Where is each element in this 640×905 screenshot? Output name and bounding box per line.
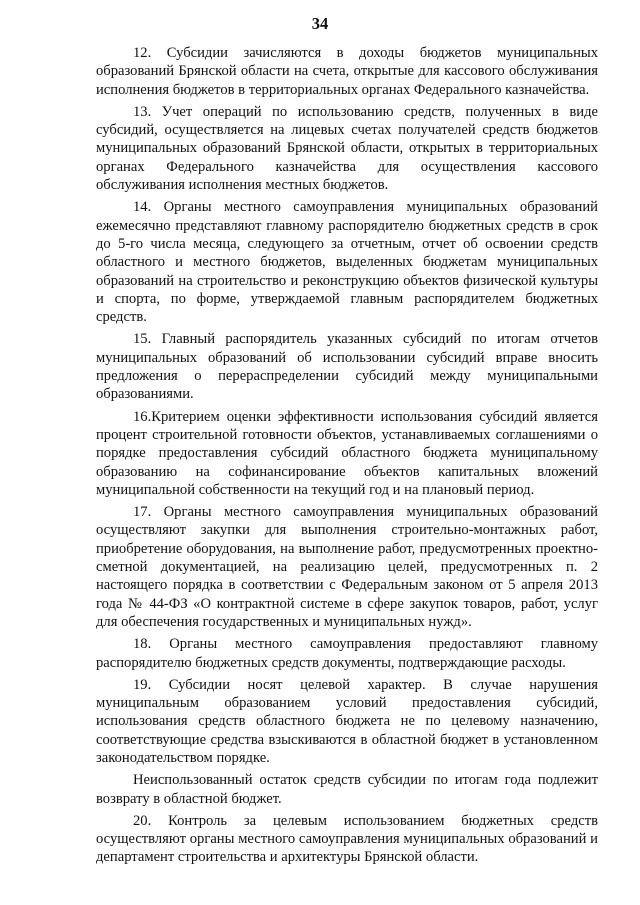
paragraph-13: 13. Учет операций по использованию средств, полученных в виде субсидий, осуществляется на лицевых счетах получателей средств бюджетов муниципальных образований Брянской области, открытых в территориальных органах Федерального казначейства для осуществления кассового обслуживания исполнения местных бюджетов. [96,103,598,194]
paragraph-18: 18. Органы местного самоуправления предоставляют главному распорядителю бюджетных средств документы, подтверждающие расходы. [96,636,598,671]
paragraph-14: 14. Органы местного самоуправления муниципальных образований ежемесячно представляют главному распорядителю бюджетных средств в срок до 5-го числа месяца, следующего за отчетным, отчет об освоении средств областного и местного бюджетов, выделенных бюджетам муниципальных образований на строительство и реконструкцию объектов физической культуры и спорта, по форме, утверждаемой главным распорядителем бюджетных средств. [96,199,598,326]
document-body [96,44,598,871]
paragraph-16: 16.Критерием оценки эффективности использования субсидий является процент строительной готовности объектов, устанавливаемых соглашениями о порядке предоставления субсидий областного бюджета муниципальному образованию на софинансирование объектов капитальных вложений муниципальной собственности на текущий год и на плановый период. [96,408,598,498]
paragraph-12: 12. Субсидии зачисляются в доходы бюджетов муниципальных образований Брянской области на счета, открытые для кассового обслуживания исполнения бюджетов в территориальных органах Федерального казначейства. [96,45,598,98]
paragraph-17: 17. Органы местного самоуправления муниципальных образований осуществляют закупки для выполнения строительно-монтажных работ, приобретение оборудования, на выполнение работ, предусмотренных проектно-сметной документацией, на реализацию целей, предусмотренных п. 2 настоящего порядка в соответствии с Федеральным законом от 5 апреля 2013 года № 44-ФЗ «О контрактной системе в сфере закупок товаров, работ, услуг для обеспечения государственных и муниципальных нужд». [96,504,598,630]
page-number: 34 [311,14,329,33]
paragraph-19-remainder: Неиспользованный остаток средств субсидии по итогам года подлежит возврату в областной бюджет. [96,772,598,807]
paragraph-20: 20. Контроль за целевым использованием бюджетных средств осуществляют органы местного самоуправления муниципальных образований и департамент строительства и архитектуры Брянской области. [96,812,598,866]
paragraph-15: 15. Главный распорядитель указанных субсидий по итогам отчетов муниципальных образований об использовании субсидий вправе вносить предложения о перераспределении субсидий между муниципальными образованиями. [96,331,598,403]
paragraph-19: 19. Субсидии носят целевой характер. В случае нарушения муниципальным образованием условий предоставления субсидий, использования средств областного бюджета не по целевому назначению, соответствующие средства взыскиваются в областной бюджет в установленном законодательством порядке. [96,676,598,766]
